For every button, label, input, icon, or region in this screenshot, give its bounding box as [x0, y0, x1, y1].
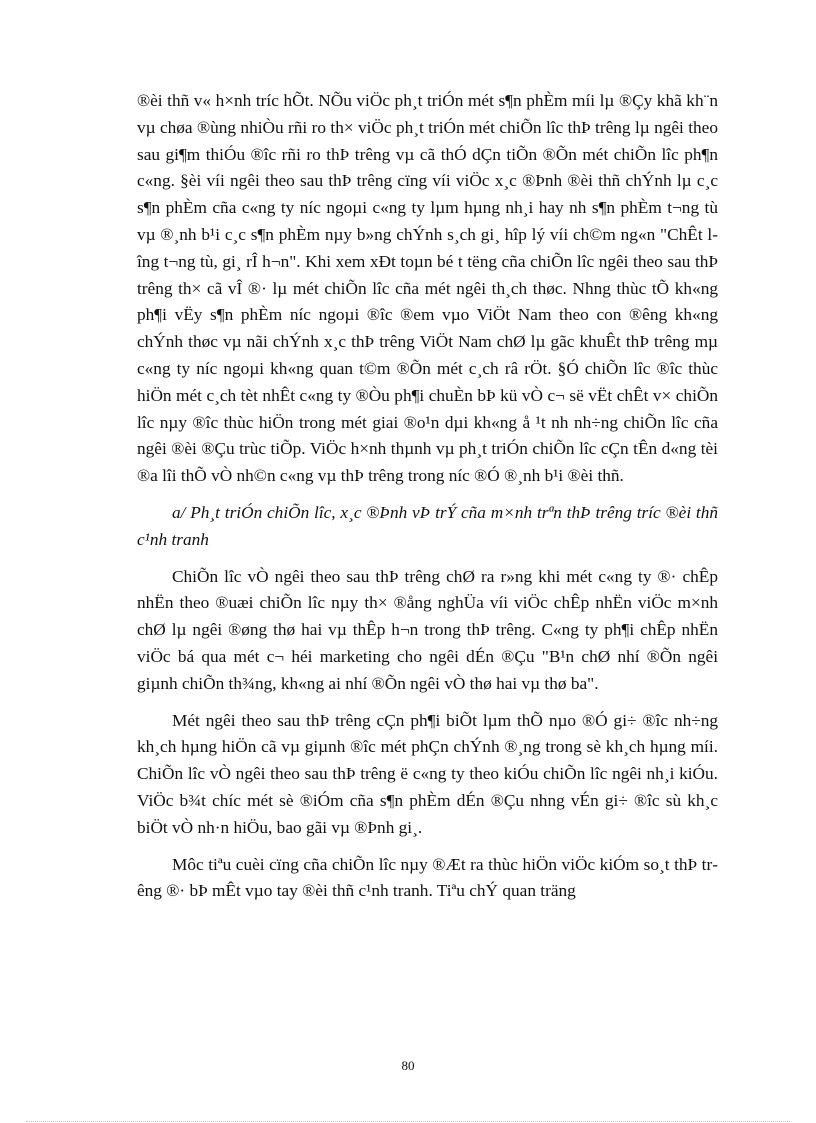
paragraph-4: Môc tiªu cuèi cïng cña chiÕn lîc nµy ®Æt ra thùc hiÖn viÖc kiÓm so¸t thÞ trêng ®· bÞ mÊt vµo tay ®èi thñ c¹nh tranh. Tiªu chÝ quan träng: [137, 854, 718, 901]
document-body: [137, 88, 718, 915]
page-number: 80: [401, 1058, 415, 1073]
paragraph-3: Mét ngêi theo sau thÞ trêng cÇn ph¶i biÕt lµm thÕ nµo ®Ó gi÷ ®îc nh÷ng kh¸ch hµng hiÖn cã vµ giµnh ®îc mét phÇn chÝnh ®¸ng trong sè kh¸ch hµng míi. ChiÕn lîc vÒ ngêi theo sau thÞ trêng ë c«ng ty theo kiÓu chiÕn lîc ngêi nh¸i kiÓu. ViÖc b¾t chíc mét sè ®iÓm cña s¶n phÈm dÉn ®Çu nhng vÉn gi÷ ®îc sù kh¸c biÖt vÒ nh·n hiÖu, bao gãi vµ ®Þnh gi¸.: [137, 710, 718, 837]
section-heading: a/ Ph¸t triÓn chiÕn lîc, x¸c ®Þnh vÞ trÝ cña m×nh trªn thÞ trêng tríc ®èi thñ c¹nh tranh: [137, 502, 718, 549]
paragraph-2: ChiÕn lîc vÒ ngêi theo sau thÞ trêng chØ ra r»ng khi mét c«ng ty ®· chÊp nhËn theo ®uæi chiÕn lîc nµy th× ®ång nghÜa víi viÖc chÊp nhËn viÖc m×nh chØ lµ ngêi ®øng thø hai vµ thÊp h¬n trong thÞ trêng. C«ng ty ph¶i chÊp nhËn viÖc bá qua mét c¬ héi marketing cho ngêi dÉn ®Çu "B¹n chØ nhí ®Õn ngêi giµnh chiÕn th¾ng, kh«ng ai nhí ®Õn ngêi vÒ thø hai vµ thø ba".: [137, 566, 718, 693]
page-bottom-divider: [26, 1121, 790, 1122]
paragraph-1: ®èi thñ v« h×nh tríc hÕt. NÕu viÖc ph¸t triÓn mét s¶n phÈm míi lµ ®Çy khã kh¨n vµ chøa ®ùng nhiÒu rñi ro th× viÖc ph¸t triÓn mét chiÕn lîc thÞ trêng lµ ngêi theo sau gi¶m thiÓu ®îc rñi ro thÞ trêng vµ cã thÓ dÇn tiÕn ®Õn mét chiÕn lîc ph¶n c«ng. §èi víi ngêi theo sau thÞ trêng cïng víi viÖc x¸c ®Þnh ®èi thñ chÝnh lµ c¸c s¶n phÈm cña c«ng ty níc ngoµi c«ng ty lµm hµng nh¸i hay nh s¶n phÈm t¬ng tù vµ ®¸nh b¹i c¸c s¶n phÈm nµy b»ng chÝnh s¸ch gi¸ hîp lý víi ch©m ng«n "ChÊt lîng t¬ng tù, gi¸ rÎ h¬n". Khi xem xÐt toµn bé t tëng cña chiÕn lîc ngêi theo sau thÞ trêng th× cã vÎ ®· lµ mét chiÕn lîc cña mét ngêi th¸ch thøc. Nhng thùc tÕ kh«ng ph¶i vËy s¶n phÈm níc ngoµi ®îc ®em vµo ViÖt Nam theo con ®êng kh«ng chÝnh thøc vµ nãi chÝnh x¸c thÞ trêng ViÖt Nam chØ lµ gãc khuÊt thÞ trêng mµ c«ng ty níc ngoµi kh«ng quan t©m ®Õn mét c¸ch râ rÖt. §Ó chiÕn lîc ®îc thùc hiÖn mét c¸ch tèt nhÊt c«ng ty ®Òu ph¶i chuÈn bÞ kü vÒ c¬ së vËt chÊt v× chiÕn lîc nµy ®îc thùc hiÖn trong mét giai ®o¹n dµi kh«ng å ¹t nh nh÷ng chiÕn lîc cña ngêi ®èi ®Çu trùc tiÕp. ViÖc h×nh thµnh vµ ph¸t triÓn chiÕn lîc cÇn tÊn d«ng tèi ®a lîi thÕ vÒ nh©n c«ng vµ thÞ trêng trong níc ®Ó ®¸nh b¹i ®èi thñ.: [137, 91, 718, 486]
